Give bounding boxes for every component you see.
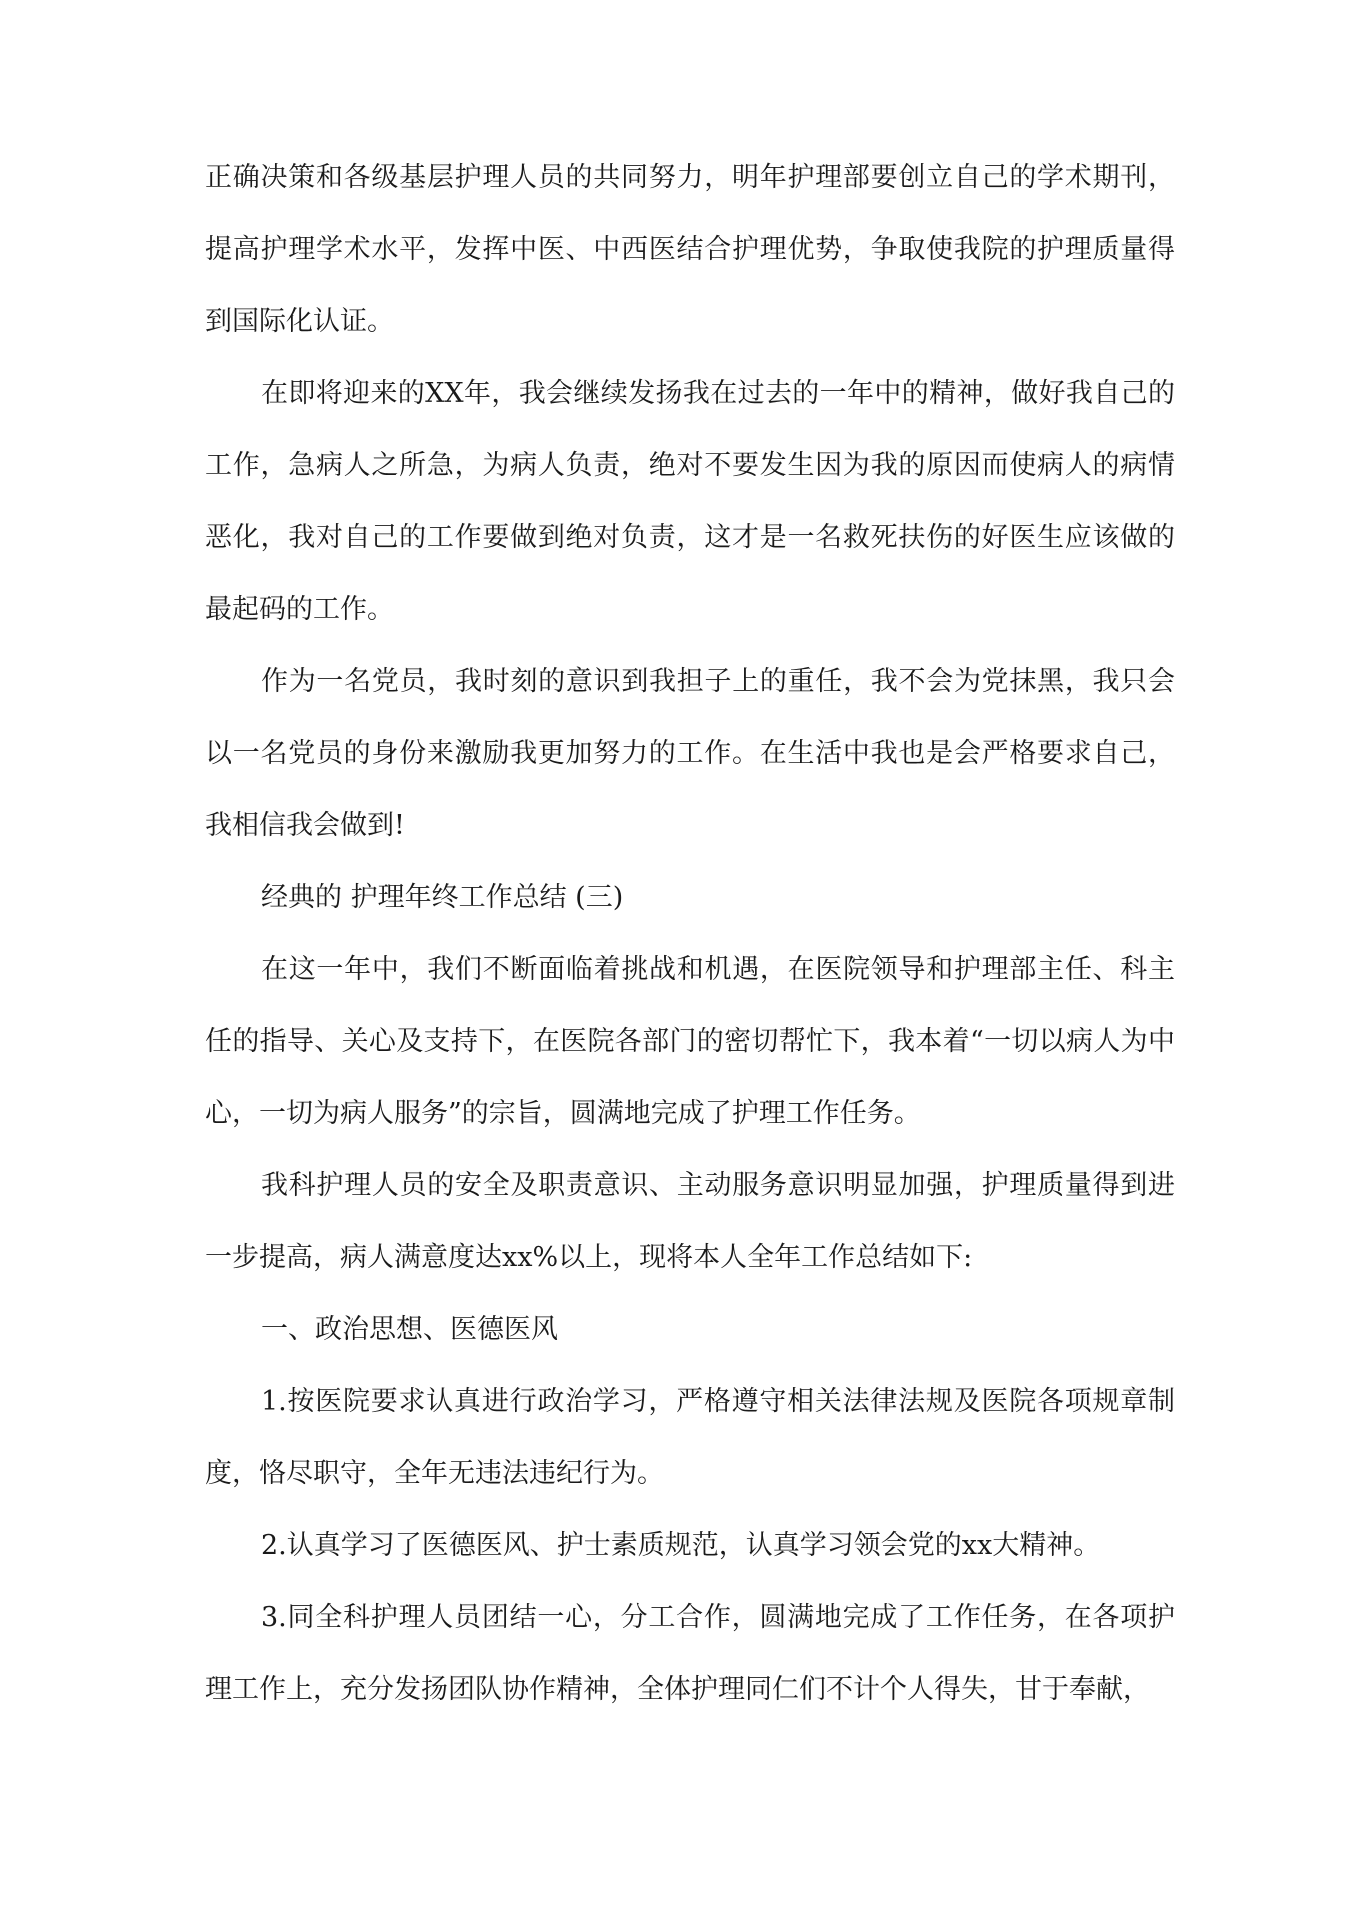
paragraph-4: 在这一年中，我们不断面临着挑战和机遇，在医院领导和护理部主任、科主任的指导、关心及支持下，在医院各部门的密切帮忙下，我本着“一切以病人为中心，一切为病人服务”的宗旨，圆满地完成了护理工作任务。 xyxy=(205,954,1175,1129)
paragraph-3: 作为一名党员，我时刻的意识到我担子上的重任，我不会为党抹黑，我只会以一名党员的身份来激励我更加努力的工作。在生活中我也是会严格要求自己，我相信我会做到! xyxy=(205,666,1175,841)
list-item-3: 3.同全科护理人员团结一心，分工合作，圆满地完成了工作任务，在各项护理工作上，充分发扬团队协作精神，全体护理同仁们不计个人得失，甘于奉献， xyxy=(205,1602,1175,1705)
paragraph-1: 正确决策和各级基层护理人员的共同努力，明年护理部要创立自己的学术期刊，提高护理学术水平，发挥中医、中西医结合护理优势，争取使我院的护理质量得到国际化认证。 xyxy=(205,162,1175,337)
document-body xyxy=(205,142,1175,1726)
list-item-2: 2.认真学习了医德医风、护士素质规范，认真学习领会党的xx大精神。 xyxy=(261,1530,1101,1561)
paragraph-2: 在即将迎来的XX年，我会继续发扬我在过去的一年中的精神，做好我自己的工作，急病人之所急，为病人负责，绝对不要发生因为我的原因而使病人的病情恶化，我对自己的工作要做到绝对负责，这才是一名救死扶伤的好医生应该做的最起码的工作。 xyxy=(205,378,1175,625)
list-item-1: 1.按医院要求认真进行政治学习，严格遵守相关法律法规及医院各项规章制度，恪尽职守，全年无违法违纪行为。 xyxy=(205,1386,1175,1489)
paragraph-5: 我科护理人员的安全及职责意识、主动服务意识明显加强，护理质量得到进一步提高，病人满意度达xx%以上，现将本人全年工作总结如下: xyxy=(205,1170,1175,1273)
subsection-heading: 一、政治思想、医德医风 xyxy=(261,1314,558,1345)
section-heading: 经典的 护理年终工作总结 (三) xyxy=(261,882,624,913)
